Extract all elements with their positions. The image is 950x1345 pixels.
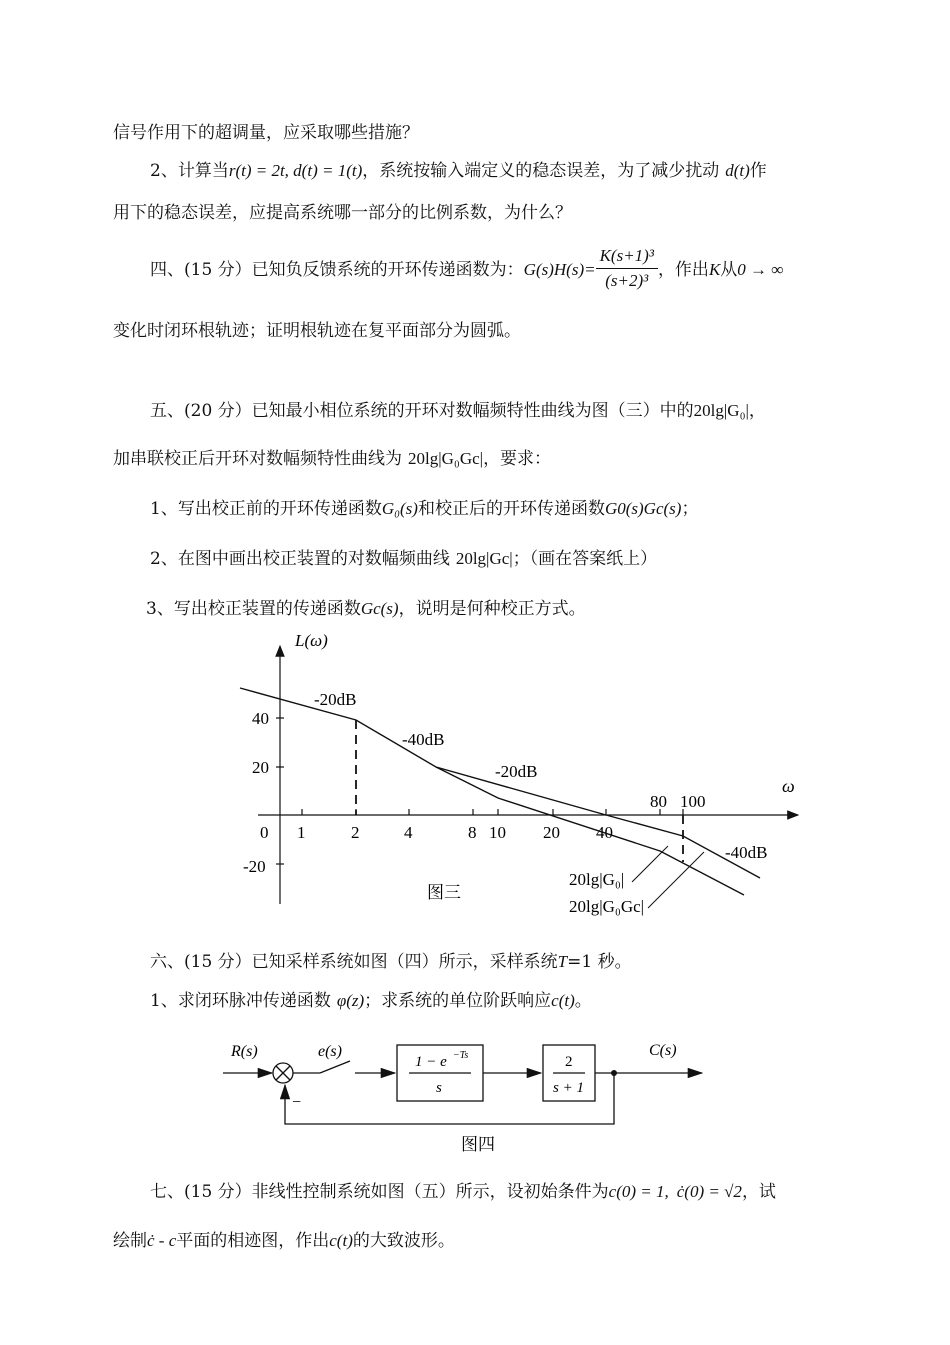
q3-2-formula-d: d(t) — [725, 161, 750, 180]
q4-range: 0 → ∞ — [737, 260, 784, 279]
curve-G0 — [240, 688, 760, 878]
q5-1-text-a: 1、写出校正前的开环传递函数 — [150, 499, 382, 519]
q7-c0: c(0) = 1, — [608, 1182, 669, 1201]
q7-line-2 — [113, 1226, 455, 1251]
q7-text-a: 七、(15 分）非线性控制系统如图（五）所示，设初始条件为 — [150, 1182, 609, 1202]
x-tick-marks — [302, 809, 683, 815]
q5-3-text-b: ，说明是何种校正方式。 — [398, 599, 586, 619]
q6-1-phi: φ(z) — [336, 991, 365, 1010]
q6-text-b: =1 秒。 — [567, 952, 632, 972]
q4-text-a: 四、(15 分）已知负反馈系统的开环传递函数为： — [150, 260, 524, 280]
curve-label-G0Gc: 20lg|G₀Gc| — [569, 897, 645, 916]
block2-numerator: 2 — [565, 1054, 573, 1070]
y-tick-40: 40 — [252, 709, 269, 728]
q5-1-text-b: 和校正后的开环传递函数 — [417, 499, 605, 519]
q4-fraction-numerator: K(s+1)³ — [596, 246, 658, 269]
block2-denominator: s + 1 — [553, 1080, 584, 1096]
q5-2-text-b: ；（画在答案纸上） — [512, 549, 658, 569]
text-line-1: 信号作用下的超调量，应采取哪些措施？ — [113, 123, 419, 143]
q3-2-text-b: ，系统按输入端定义的稳态误差，为了减少扰动 — [362, 161, 720, 181]
x-tick-10: 10 — [489, 823, 506, 842]
q7-ct: c(t) — [329, 1231, 353, 1250]
q6-1-text-a: 1、求闭环脉冲传递函数 — [150, 991, 331, 1011]
block1-denominator: s — [436, 1080, 442, 1096]
block1-numerator: 1 − e — [415, 1054, 447, 1070]
slope-label-3: -20dB — [495, 762, 538, 781]
q5-2-text-a: 2、在图中画出校正装置的对数幅频曲线 — [150, 549, 450, 569]
q7-line2-text-a: 绘制 — [113, 1231, 147, 1251]
q3-2-text-d: 作 — [749, 161, 767, 181]
q5-g0: 20lg|G₀| — [693, 401, 749, 420]
q6-text-a: 六、(15 分）已知采样系统如图（四）所示，采样系统 — [150, 952, 558, 972]
q5-gogc: 20lg|G₀Gc| — [408, 449, 484, 468]
y-tick-neg20: -20 — [243, 857, 266, 876]
q5-1-g0gc: G0(s)Gc(s) — [604, 499, 682, 518]
y-axis-label: L(ω) — [295, 631, 328, 650]
q3-2-formula: r(t) = 2t, d(t) = 1(t) — [228, 161, 363, 180]
q6-1-text-d: 。 — [574, 991, 592, 1011]
x-tick-2: 2 — [351, 823, 360, 842]
curve-label-G0: 20lg|G₀| — [569, 870, 625, 889]
q5-line2-text-b: ，要求： — [483, 449, 552, 469]
q4-fraction-denominator: (s+2)³ — [605, 271, 649, 290]
q7-cd0: ċ(0) = √2 — [676, 1182, 742, 1201]
q7-text-b: ，试 — [741, 1182, 776, 1202]
x-tick-4: 4 — [404, 823, 413, 842]
q7-line-1 — [150, 1177, 776, 1202]
output-label: C(s) — [649, 1042, 677, 1059]
leader-G0Gc — [648, 852, 704, 908]
q4-text-b: ，作出 — [657, 260, 709, 280]
slope-label-1: -20dB — [314, 690, 357, 709]
q5-1-text-c: ； — [681, 499, 699, 519]
q5-3-text-a: 3、写出校正装置的传递函数 — [146, 599, 361, 619]
slope-label-4: -40dB — [725, 843, 768, 862]
q4-k: K — [708, 260, 721, 279]
q4-line-2: 变化时闭环根轨迹；证明根轨迹在复平面部分为圆弧。 — [113, 321, 521, 341]
block1-exponent: −Ts — [453, 1050, 469, 1061]
x-tick-80: 80 — [650, 792, 667, 811]
q4-gh: G(s)H(s)= — [523, 260, 596, 279]
x-tick-8: 8 — [468, 823, 477, 842]
q5-1-g0: G₀(s) — [381, 499, 418, 518]
q5-line2-text-a: 加串联校正后开环对数幅频特性曲线为 — [113, 449, 402, 469]
text-line-3: 用下的稳态误差，应提高系统哪一部分的比例系数，为什么？ — [113, 203, 572, 223]
x-tick-0: 0 — [260, 823, 269, 842]
q7-plane: ċ - c — [147, 1231, 177, 1250]
figure-4-caption: 图四 — [461, 1135, 495, 1154]
q5-2-gc: 20lg|Gc| — [455, 549, 513, 568]
x-tick-20: 20 — [543, 823, 560, 842]
error-label: e(s) — [318, 1043, 342, 1060]
feedback-sign: − — [292, 1094, 302, 1111]
slope-label-2: -40dB — [402, 730, 445, 749]
q6-1-text-b: ；求系统的单位阶跃响应 — [364, 991, 552, 1011]
q6-1-ct: c(t) — [551, 991, 575, 1010]
q5-3-gc: Gc(s) — [360, 599, 399, 618]
q5-text-a: 五、(20 分）已知最小相位系统的开环对数幅频特性曲线为图（三）中的 — [150, 401, 694, 421]
x-axis-label: ω — [782, 776, 795, 796]
figure-3-caption: 图三 — [427, 883, 461, 902]
q5-text-b: ， — [748, 401, 766, 421]
x-tick-100: 100 — [680, 792, 706, 811]
q6-line-1 — [150, 947, 632, 972]
x-tick-40: 40 — [596, 823, 613, 842]
q4-text-c: 从 — [720, 260, 738, 280]
x-tick-1: 1 — [297, 823, 306, 842]
leader-G0 — [632, 846, 668, 882]
q7-line2-text-b: 平面的相迹图，作出 — [176, 1231, 330, 1251]
q6-t: T — [557, 952, 568, 971]
y-tick-20: 20 — [252, 758, 269, 777]
q6-item-1 — [150, 986, 592, 1011]
q7-line2-text-c: 的大致波形。 — [352, 1231, 455, 1251]
input-label: R(s) — [231, 1043, 258, 1060]
q3-2-text-a: 2、计算当 — [150, 161, 229, 181]
